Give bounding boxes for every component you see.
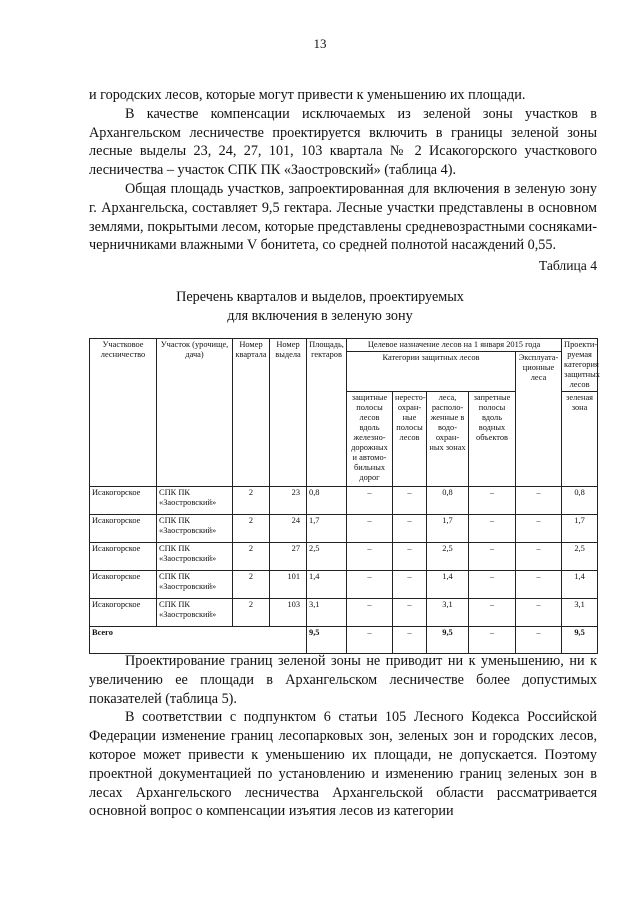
table-row: [90, 515, 598, 543]
cell-area: 1,4: [307, 571, 347, 599]
paragraph: Общая площадь участков, запроектированная для включения в зеленую зону г. Архангельска, составляет 9,5 гектара. Лесные участки представлены в основном землями, покрытыми лесом, которые представлены средневозрастными сосняками-черничниками влажными V бонитета, со средней полнотой насаждений 0,55.: [89, 180, 597, 254]
cell-green-zone: 3,1: [562, 599, 598, 627]
cell-cat3: 1,4: [427, 571, 469, 599]
cell-section: 23: [270, 487, 307, 515]
cell-cat1: –: [347, 543, 393, 571]
cell-cat2: –: [393, 515, 427, 543]
total-row: [90, 627, 598, 654]
cell-section: 24: [270, 515, 307, 543]
cell-quarter: 2: [233, 543, 270, 571]
cell-area: 3,1: [307, 599, 347, 627]
total-label: Всего: [90, 627, 307, 654]
cell-plot: СПК ПК «Заостровский»: [157, 515, 233, 543]
table-title-line: Перечень кварталов и выделов, проектируемых: [176, 289, 464, 305]
closing-text: [89, 652, 597, 821]
cell-cat4: –: [469, 543, 516, 571]
cell-cat4: –: [469, 515, 516, 543]
cell-section: 27: [270, 543, 307, 571]
cell-cat4: –: [469, 599, 516, 627]
cell-section: 101: [270, 571, 307, 599]
total-operational: –: [516, 627, 562, 654]
cell-operational: –: [516, 515, 562, 543]
cell-plot: СПК ПК «Заостровский»: [157, 543, 233, 571]
total-cat3: 9,5: [427, 627, 469, 654]
table-body: [90, 487, 598, 654]
cell-area: 2,5: [307, 543, 347, 571]
cell-quarter: 2: [233, 515, 270, 543]
total-cat2: –: [393, 627, 427, 654]
cell-cat4: –: [469, 571, 516, 599]
cell-green-zone: 1,7: [562, 515, 598, 543]
cell-plot: СПК ПК «Заостровский»: [157, 571, 233, 599]
header-area: Площадь, гектаров: [307, 339, 347, 487]
total-area: 9,5: [307, 627, 347, 654]
header-purpose: Целевое назначение лесов на 1 января 2015 года: [347, 339, 562, 352]
cell-forestry: Исакогорское: [90, 599, 157, 627]
cell-cat3: 2,5: [427, 543, 469, 571]
cell-operational: –: [516, 599, 562, 627]
header-cat4: запретные полосы вдоль водных объектов: [469, 392, 516, 487]
header-cat3: леса, располо-женные в водо-охран-ных зонах: [427, 392, 469, 487]
cell-green-zone: 2,5: [562, 543, 598, 571]
cell-cat1: –: [347, 487, 393, 515]
header-protective-categories: Категории защитных лесов: [347, 352, 516, 392]
cell-plot: СПК ПК «Заостровский»: [157, 599, 233, 627]
total-cat1: –: [347, 627, 393, 654]
cell-operational: –: [516, 543, 562, 571]
cell-cat1: –: [347, 515, 393, 543]
header-section: Номер выдела: [270, 339, 307, 487]
table-row: [90, 543, 598, 571]
cell-cat4: –: [469, 487, 516, 515]
table-label: Таблица 4: [538, 258, 597, 273]
paragraph: и городских лесов, которые могут привести к уменьшению их площади.: [89, 87, 526, 103]
cell-cat2: –: [393, 487, 427, 515]
cell-forestry: Исакогорское: [90, 543, 157, 571]
cell-green-zone: 0,8: [562, 487, 598, 515]
cell-cat1: –: [347, 571, 393, 599]
header-green-zone: зеленая зона: [562, 392, 598, 487]
total-cat4: –: [469, 627, 516, 654]
cell-cat3: 1,7: [427, 515, 469, 543]
cell-cat3: 0,8: [427, 487, 469, 515]
cell-cat2: –: [393, 543, 427, 571]
header-quarter: Номер квартала: [233, 339, 270, 487]
paragraph: В соответствии с подпунктом 6 статьи 105 Лесного Кодекса Российской Федерации изменение границ лесопарковых зон, зеленых зон и городских лесов, которое может привести к уменьшению их площади, не допускается. Поэтому проектной документацией по установлению и изменению границ зеленых зон в лесах Архангельского лесничества Архангельской области рассматривается основной вопрос о компенсации изъятия лесов из категории: [89, 709, 597, 820]
total-green-zone: 9,5: [562, 627, 598, 654]
cell-forestry: Исакогорское: [90, 487, 157, 515]
cell-operational: –: [516, 487, 562, 515]
cell-cat2: –: [393, 571, 427, 599]
header-cat2: нересто-охран-ные полосы лесов: [393, 392, 427, 487]
cell-forestry: Исакогорское: [90, 571, 157, 599]
cell-quarter: 2: [233, 571, 270, 599]
table-row: [90, 487, 598, 515]
cell-area: 0,8: [307, 487, 347, 515]
cell-section: 103: [270, 599, 307, 627]
cell-cat2: –: [393, 599, 427, 627]
cell-plot: СПК ПК «Заостровский»: [157, 487, 233, 515]
header-operational: Эксплуата-ционные леса: [516, 352, 562, 487]
table-title: [0, 288, 640, 326]
table-row: [90, 599, 598, 627]
forest-table: [89, 338, 598, 654]
paragraph: Проектирование границ зеленой зоны не приводит ни к уменьшению, ни к увеличению ее площади в Архангельском лесничестве более допустимых показателей (таблица 5).: [89, 653, 597, 707]
cell-forestry: Исакогорское: [90, 515, 157, 543]
cell-area: 1,7: [307, 515, 347, 543]
header-cat1: защитные полосы лесов вдоль железно-дорожных и автомо-бильных дорог: [347, 392, 393, 487]
cell-quarter: 2: [233, 487, 270, 515]
header-plot: Участок (урочище, дача): [157, 339, 233, 487]
table-row: [90, 571, 598, 599]
paragraph: В качестве компенсации исключаемых из зеленой зоны участков в Архангельском лесничестве проектируется включить в границы зеленой зоны лесные выделы 23, 24, 27, 101, 103 квартала № 2 Исакогорского участкового лесничества – участок СПК ПК «Заостровский» (таблица 4).: [89, 105, 597, 179]
cell-operational: –: [516, 571, 562, 599]
cell-quarter: 2: [233, 599, 270, 627]
cell-green-zone: 1,4: [562, 571, 598, 599]
cell-cat3: 3,1: [427, 599, 469, 627]
cell-cat1: –: [347, 599, 393, 627]
header-forestry: Участковое лесничество: [90, 339, 157, 487]
page-number: 13: [313, 36, 327, 51]
table-title-line: для включения в зеленую зону: [227, 308, 413, 324]
header-projected: Проекти-руемая категория защитных лесов: [562, 339, 598, 392]
intro-text: [89, 86, 597, 255]
